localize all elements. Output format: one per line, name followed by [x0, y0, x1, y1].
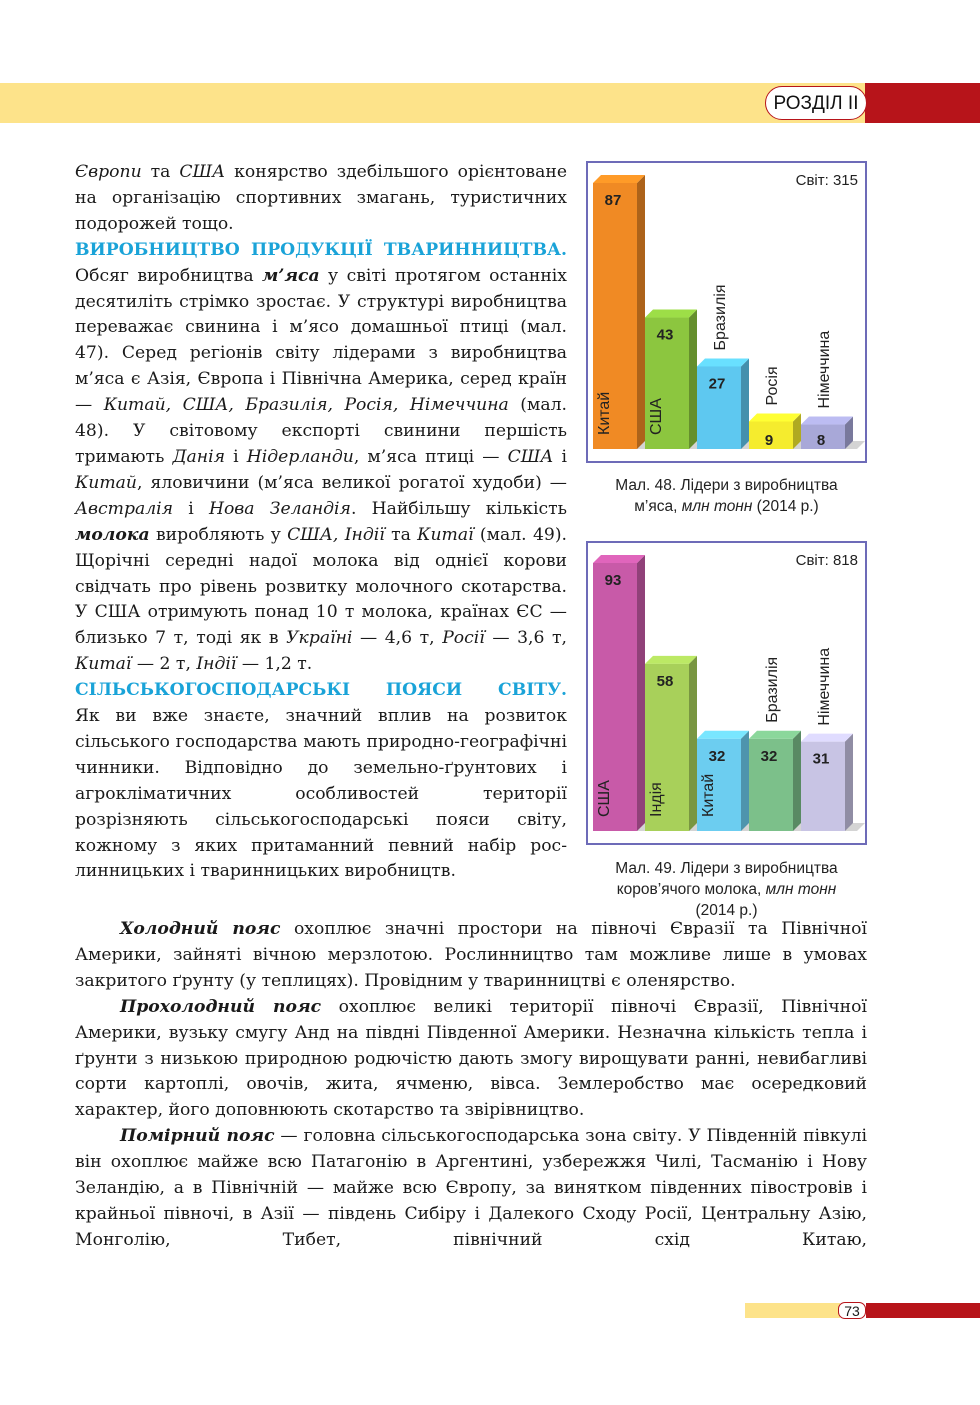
paragraph: [75, 1124, 867, 1254]
text-run: (мал. 49). Щорічні середні надої молока від однієї корови свідчать про рівень розвитку молочного скотарства. У США отримують понад 10 т молока, країнах ЄС — близько 7 т, тоді як в: [75, 524, 567, 649]
bar-side: [689, 310, 697, 449]
text-run: — 1,2 т.: [236, 654, 313, 675]
text-run: Індії: [196, 654, 237, 675]
text-run: Нідерланди: [246, 446, 354, 467]
text-run: ВИРОБНИЦТВО ПРОДУКЦІЇ ТВАРИННИЦТВА.: [75, 239, 567, 260]
section-label: РОЗДІЛ ІІ: [765, 86, 867, 120]
text-run: і: [553, 446, 567, 467]
bar-side: [845, 734, 853, 831]
value-label: 32: [760, 747, 778, 765]
footer-red-band: [866, 1303, 980, 1318]
bar-side: [793, 731, 801, 831]
text-run: — 2 т,: [131, 654, 197, 675]
text-run: , яловичини (м’яса великої рогатої худоби) —: [137, 472, 567, 493]
paragraph: [75, 995, 867, 1125]
text-run: Помірний пояс: [120, 1126, 275, 1147]
full-width-text: [75, 917, 867, 1254]
text-run: охоплює великі території півночі Євразії, Північної Америки, вузьку смугу Анд на півдні Південної Америки. Незначна кількість тепла і ґрунти з низькою природною родючістю дають змогу вирощувати ранні, невибагливі сорти картоплі, овочів, жита, ячменю, вівса. Землеробство має осередковий характер, його доповнюють скотарство та звірівництво.: [75, 996, 867, 1121]
chart-milk-svg: [588, 543, 865, 843]
text-run: Україні: [286, 628, 353, 649]
chart-milk-producers: [586, 541, 867, 845]
text-run: , м’яса птиці —: [353, 446, 508, 467]
bar-side: [741, 731, 749, 831]
page-number: 73: [838, 1302, 866, 1319]
caption-fig-49: [586, 858, 867, 921]
chart-meat-svg: [588, 163, 865, 461]
caption-48-unit: млн тонн: [681, 498, 753, 515]
text-run: Як ви вже знаєте, значний вплив на розвиток сільського господарства мають природно-географічні чинники. Відповідно до земельно-ґрунтових і агрокліматичних особливостей території розрізняють сільськогосподарські пояси світу, кожному з яких притаманний певний набір рослинницьких і тваринницьких виробництв.: [75, 706, 567, 882]
category-label: Німеччина: [816, 647, 833, 726]
bar-top: [645, 656, 697, 664]
text-run: США: [179, 162, 226, 182]
bar-side: [637, 555, 645, 831]
caption-49-unit: млн тонн: [765, 881, 837, 898]
bar-side: [741, 358, 749, 449]
text-run: Росії: [442, 628, 485, 649]
caption-48-line1: Мал. 48. Лідери з виробництва: [615, 477, 838, 494]
left-text-column: [75, 160, 567, 885]
text-run: Китай: [75, 472, 137, 493]
text-run: м’яса: [262, 265, 320, 286]
value-label: 32: [708, 747, 726, 765]
text-run: . Найбільшу кількість: [350, 498, 567, 519]
paragraph: [75, 264, 567, 679]
text-run: Китаї: [75, 654, 132, 675]
caption-48-year: (2014 р.): [752, 498, 819, 515]
text-run: Китаї: [417, 524, 474, 545]
text-run: та: [384, 524, 418, 545]
bar-top: [697, 731, 749, 739]
bar-top: [697, 358, 749, 366]
footer-band: [745, 1303, 840, 1318]
text-run: конярство здебільшого орієнтоване на організацію спортивних змагань, туристичних подорожей тощо.: [75, 162, 567, 234]
text-run: у світі протягом останніх десятиліть стрімко зростає. У структурі виробництва переважає свинина і м’ясо домашньої птиці (мал. 47). Серед регіонів світу лідерами з виробництва м’яса є Азія, Європа і Північна Америка, серед країн —: [75, 265, 567, 416]
text-run: Холодний пояс: [120, 919, 281, 939]
text-run: — 3,6 т,: [484, 628, 567, 649]
section-heading: [75, 678, 567, 704]
world-total-label: Світ: 818: [795, 552, 858, 569]
header-red-band: [865, 83, 980, 123]
caption-49-year: (2014 р.): [695, 902, 758, 919]
paragraph: [75, 917, 867, 995]
paragraph: [75, 160, 567, 238]
text-run: Китай, США, Бразилія, Росія, Німеччина: [103, 395, 509, 416]
paragraph: [75, 704, 567, 885]
text-run: охоплює значні простори на півночі Євразії та Північної Америки, зайняті вічною мерзлотою. Рослинництво там можливе лише в умовах закритого ґрунту (у теплицях). Провідним у тваринництві є оленярство.: [75, 919, 867, 991]
category-label: Бразилія: [764, 656, 781, 723]
value-label: 43: [656, 326, 674, 344]
category-label: Німеччина: [816, 330, 833, 409]
category-label: Індія: [648, 782, 665, 817]
text-run: виробляють у: [149, 524, 288, 545]
value-label: 27: [708, 375, 726, 393]
category-label: Китай: [700, 773, 717, 817]
text-run: Данія: [172, 446, 225, 467]
text-run: Нова Зеландія: [208, 498, 351, 519]
text-run: і: [224, 446, 247, 467]
value-label: 58: [656, 672, 674, 690]
bar-side: [637, 175, 645, 449]
text-run: — головна сільськогосподарська зона світу. У Південній півкулі він охоплює майже всю Патагонію в Аргентині, узбережжя Чилі, Тасманію і Нову Зеландію, а в Північній — майже всю Європу, за винятком південних півостровів і крайньої півночі, в Азії — південь Сибіру і Далекого Сходу Росії, Центральну Азію, Монголію, Тибет, північний схід Китаю,: [75, 1126, 867, 1250]
world-total-label: Світ: 315: [795, 172, 858, 189]
text-run: Європи: [75, 162, 142, 182]
category-label: Росія: [764, 366, 781, 406]
value-label: 93: [604, 572, 622, 589]
value-label: 9: [764, 432, 774, 449]
value-label: 8: [816, 432, 826, 449]
category-label: Китай: [596, 391, 613, 435]
category-label: США: [596, 780, 613, 817]
caption-48-line2a: м’яса,: [634, 498, 682, 515]
section-heading: [75, 238, 567, 264]
text-run: молока: [75, 524, 150, 545]
value-label: 87: [604, 192, 622, 209]
bar-top: [593, 175, 645, 183]
text-run: і: [173, 498, 209, 519]
bar-top: [645, 310, 697, 318]
text-run: СІЛЬСЬКОГОСПОДАРСЬКІ ПОЯСИ СВІТУ.: [75, 680, 567, 701]
bar-top: [801, 417, 853, 425]
bar-top: [593, 555, 645, 563]
value-label: 31: [812, 750, 830, 768]
caption-49-line2a: коров’ячого молока,: [616, 881, 766, 898]
bar-side: [689, 656, 697, 831]
category-label: США: [648, 398, 665, 435]
text-run: Австралія: [75, 498, 174, 519]
bar-top: [749, 731, 801, 739]
bar-top: [801, 734, 853, 742]
caption-fig-48: [586, 475, 867, 517]
chart-meat-producers: [586, 161, 867, 463]
text-run: Прохолодний пояс: [120, 996, 322, 1017]
text-run: — 4,6 т,: [352, 628, 443, 649]
caption-49-line1: Мал. 49. Лідери з виробництва: [615, 860, 838, 877]
text-run: та: [141, 162, 180, 182]
bar-top: [749, 413, 801, 421]
text-run: США, Індії: [287, 524, 385, 545]
text-run: (мал. 48). У світовому експорті свинини першість тримають: [75, 395, 567, 467]
category-label: Бразилія: [712, 284, 729, 351]
text-run: Обсяг виробництва: [75, 265, 263, 286]
text-run: США: [507, 446, 554, 467]
